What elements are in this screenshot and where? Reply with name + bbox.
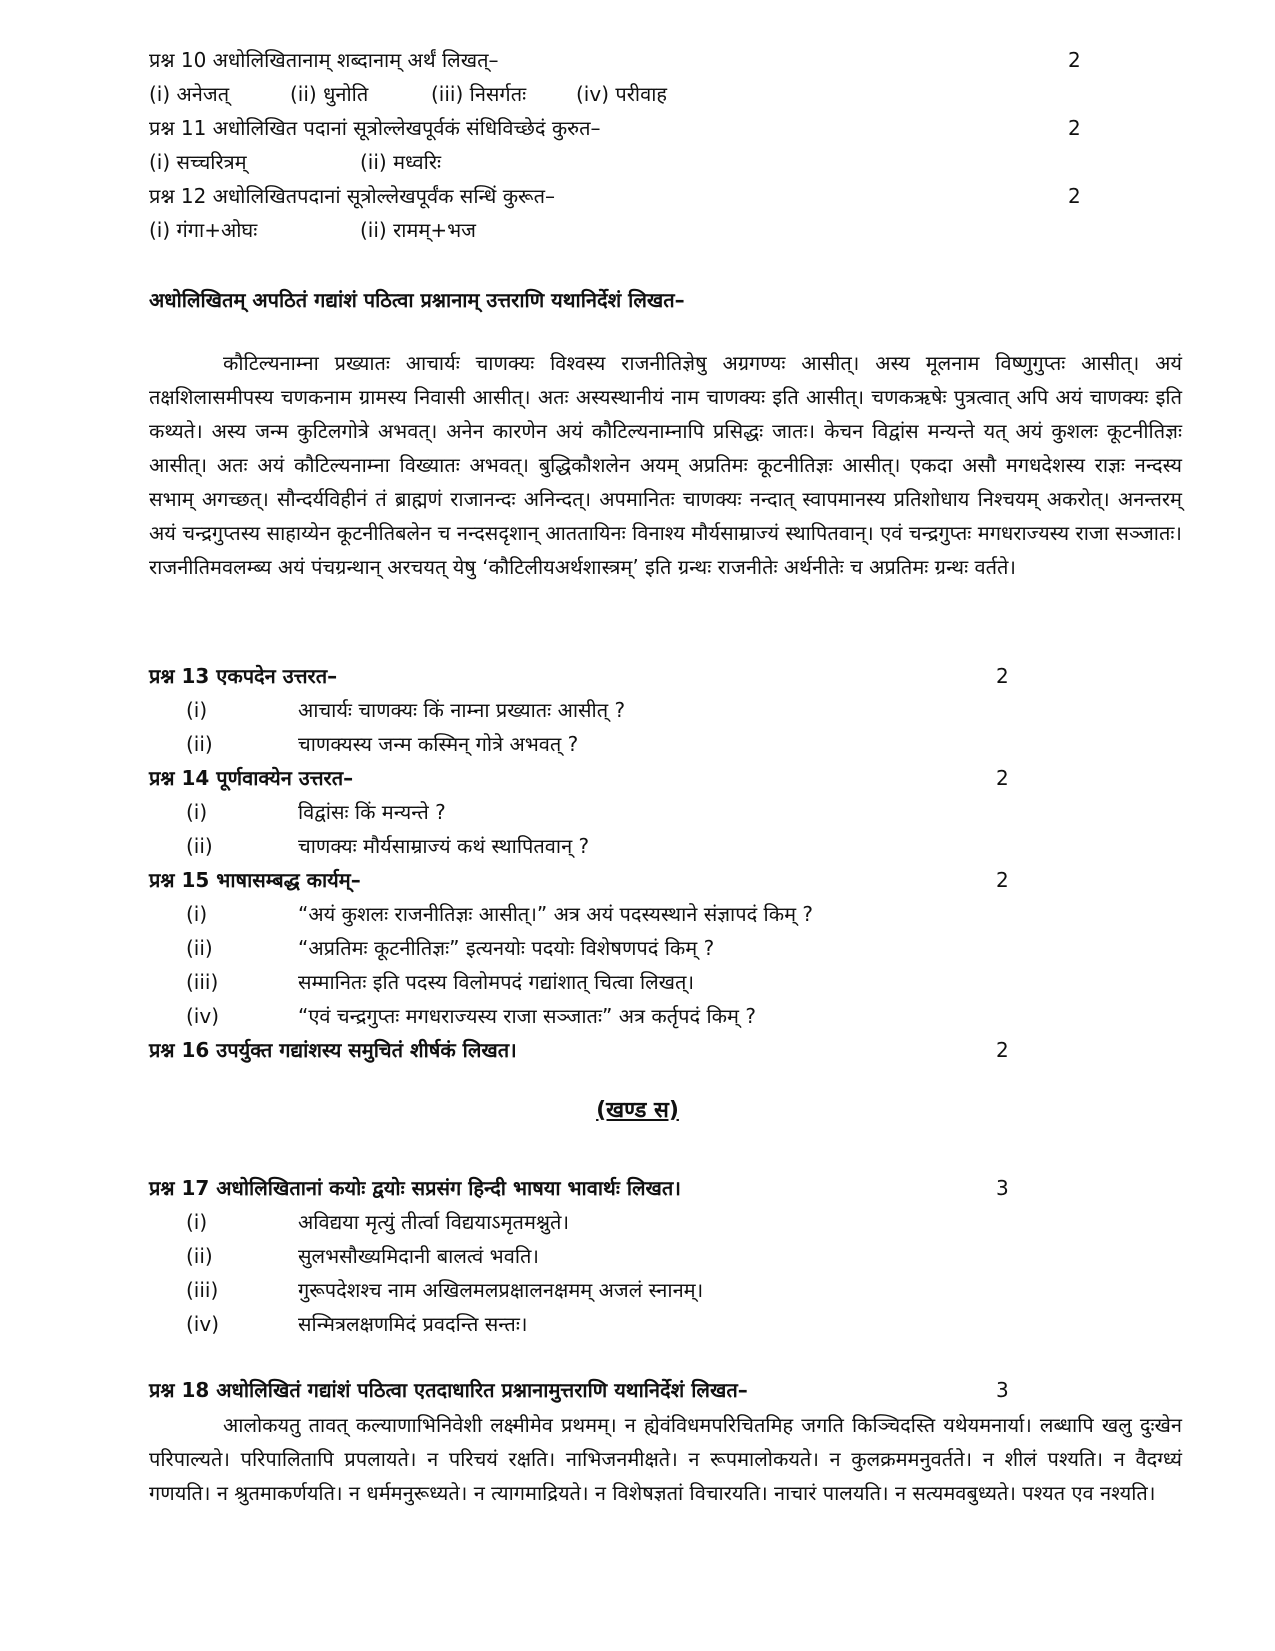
q18-title: प्रश्न 18 अधोलिखितं गद्यांशं पठित्वा एतदाधारित प्रश्नानामुत्तराणि यथानिर्देशं लिखत–	[149, 1378, 748, 1402]
q10-option-2: (ii) धुनोति	[290, 82, 369, 106]
q13-title: प्रश्न 13 एकपदेन उत्तरत–	[149, 664, 338, 688]
q16-title: प्रश्न 16 उपर्युक्त गद्यांशस्य समुचितं शीर्षकं लिखत।	[149, 1038, 517, 1062]
q15-item-1-text: “अयं कुशलः राजनीतिज्ञः आसीत्।” अत्र अयं पदस्यस्थाने संज्ञापदं किम् ?	[298, 902, 814, 926]
q14-item-2-number: (ii)	[186, 834, 213, 858]
q17-item-3-number: (iii)	[186, 1278, 219, 1302]
q17-item-4-number: (iv)	[186, 1312, 219, 1336]
q15-item-3-text: सम्मानितः इति पदस्य विलोमपदं गद्यांशात् चित्वा लिखत्।	[298, 970, 695, 994]
q13-marks: 2	[996, 664, 1009, 688]
q10-title: प्रश्न 10 अधोलिखितानाम् शब्दानाम् अर्थं लिखत्–	[149, 48, 499, 72]
q15-item-4-text: “एवं चन्द्रगुप्तः मगधराज्यस्य राजा सञ्जातः” अत्र कर्तृपदं किम् ?	[298, 1004, 756, 1028]
unseen-passage-heading: अधोलिखितम् अपठितं गद्यांशं पठित्वा प्रश्नानाम् उत्तराणि यथानिर्देशं लिखत–	[149, 288, 685, 312]
q12-marks: 2	[1068, 184, 1081, 208]
q11-title: प्रश्न 11 अधोलिखित पदानां सूत्रोल्लेखपूर्वकं संधिविच्छेदं कुरुत–	[149, 116, 601, 140]
q17-title: प्रश्न 17 अधोलिखितानां कयोः द्वयोः सप्रसंग हिन्दी भाषया भावार्थः लिखत।	[149, 1176, 681, 1200]
q15-item-3-number: (iii)	[186, 970, 219, 994]
q16-marks: 2	[996, 1038, 1009, 1062]
q14-item-2-text: चाणक्यः मौर्यसाम्राज्यं कथं स्थापितवान् ?	[298, 834, 590, 858]
q17-marks: 3	[996, 1176, 1009, 1200]
q14-marks: 2	[996, 766, 1009, 790]
q11-marks: 2	[1068, 116, 1081, 140]
q13-item-2-text: चाणक्यस्य जन्म कस्मिन् गोत्रे अभवत् ?	[298, 732, 579, 756]
q18-passage: आलोकयतु तावत् कल्याणाभिनिवेशी लक्ष्मीमेव प्रथमम्। न ह्येवंविधमपरिचितमिह जगति किञ्चिदस्ति यथेयमनार्या। लब्धापि खलु दुःखेन परिपाल्यते। परिपालितापि प्रपलायते। न परिचयं रक्षति। नाभिजनमीक्षते। न रूपमालोकयते। न कुलक्रममनुवर्तते। न शीलं पश्यति। न वैदग्ध्यं गणयति। न श्रुतमाकर्णयति। न धर्ममनुरूध्यते। न त्यागमाद्रियते। न विशेषज्ञतां विचारयति। नाचारं पालयति। न सत्यमवबुध्यते। पश्यत एव नश्यति।	[149, 1413, 1182, 1505]
q15-marks: 2	[996, 868, 1009, 892]
q15-item-2-number: (ii)	[186, 936, 213, 960]
q15-title: प्रश्न 15 भाषासम्बद्ध कार्यम्–	[149, 868, 361, 892]
q18-marks: 3	[996, 1378, 1009, 1402]
q13-item-1-number: (i)	[186, 698, 208, 722]
q13-item-1-text: आचार्यः चाणक्यः किं नाम्ना प्रख्यातः आसीत् ?	[298, 698, 626, 722]
q14-item-1-number: (i)	[186, 800, 208, 824]
q11-option-1: (i) सच्चरित्रम्	[149, 150, 247, 174]
unseen-passage: कौटिल्यनाम्ना प्रख्यातः आचार्यः चाणक्यः विश्वस्य राजनीतिज्ञेषु अग्रगण्यः आसीत्। अस्य मूलनाम विष्णुगुप्तः आसीत्। अयं तक्षशिलासमीपस्य चणकनाम ग्रामस्य निवासी आसीत्। अतः अस्यस्थानीयं नाम चाणक्यः इति आसीत्। चणकऋषेः पुत्रत्वात् अपि अयं चाणक्यः इति कथ्यते। अस्य जन्म कुटिलगोत्रे अभवत्। अनेन कारणेन अयं कौटिल्यनाम्नापि प्रसिद्धः जातः। केचन विद्वांस मन्यन्ते यत् अयं कुशलः कूटनीतिज्ञः आसीत्। अतः अयं कौटिल्यनाम्ना विख्यातः अभवत्। बुद्धिकौशलेन अयम् अप्रतिमः कूटनीतिज्ञः आसीत्। एकदा असौ मगधदेशस्य राज्ञः नन्दस्य सभाम् अगच्छत्। सौन्दर्यविहीनं तं ब्राह्मणं राजानन्दः अनिन्दत्। अपमानितः चाणक्यः नन्दात् स्वापमानस्य प्रतिशोधाय निश्चयम् अकरोत्। अनन्तरम् अयं चन्द्रगुप्तस्य साहाय्येन कूटनीतिबलेन च नन्दसदृशान् आततायिनः विनाश्य मौर्यसाम्राज्यं स्थापितवान्। एवं चन्द्रगुप्तः मगधराज्यस्य राजा सञ्जातः। राजनीतिमवलम्ब्य अयं पंचग्रन्थान् अरचयत् येषु ‘कौटिलीयअर्थशास्त्रम्’ इति ग्रन्थः राजनीतेः अर्थनीतेः च अप्रतिमः ग्रन्थः वर्तते।	[149, 351, 1182, 579]
q10-option-3: (iii) निसर्गतः	[431, 82, 527, 106]
q17-item-1-number: (i)	[186, 1210, 208, 1234]
q15-item-4-number: (iv)	[186, 1004, 219, 1028]
q12-option-2: (ii) रामम्+भज	[360, 218, 477, 242]
q17-item-2-text: सुलभसौख्यमिदानी बालत्वं भवति।	[298, 1244, 539, 1268]
q17-item-2-number: (ii)	[186, 1244, 213, 1268]
q17-item-4-text: सन्मित्रलक्षणमिदं प्रवदन्ति सन्तः।	[298, 1312, 528, 1336]
section-title-text: (खण्ड स)	[596, 1098, 679, 1123]
q10-option-1: (i) अनेजत्	[149, 82, 230, 106]
section-title	[0, 1094, 1275, 1128]
q17-item-3-text: गुरूपदेशश्च नाम अखिलमलप्रक्षालनक्षमम् अजलं स्नानम्।	[298, 1278, 704, 1302]
q12-option-1: (i) गंगा+ओघः	[149, 218, 258, 242]
q10-marks: 2	[1068, 48, 1081, 72]
q13-item-2-number: (ii)	[186, 732, 213, 756]
q10-option-4: (iv) परीवाह	[576, 82, 667, 106]
q14-item-1-text: विद्वांसः किं मन्यन्ते ?	[298, 800, 446, 824]
q15-item-2-text: “अप्रतिमः कूटनीतिज्ञः” इत्यनयोः पदयोः विशेषणपदं किम् ?	[298, 936, 715, 960]
q14-title: प्रश्न 14 पूर्णवाक्येन उत्तरत–	[149, 766, 354, 790]
q17-item-1-text: अविद्यया मृत्युं तीर्त्वा विद्ययाऽमृतमश्नुते।	[298, 1210, 570, 1234]
q15-item-1-number: (i)	[186, 902, 208, 926]
q11-option-2: (ii) मध्वरिः	[360, 150, 442, 174]
q12-title: प्रश्न 12 अधोलिखितपदानां सूत्रोल्लेखपूर्वंक सन्धिं कुरूत–	[149, 184, 555, 208]
